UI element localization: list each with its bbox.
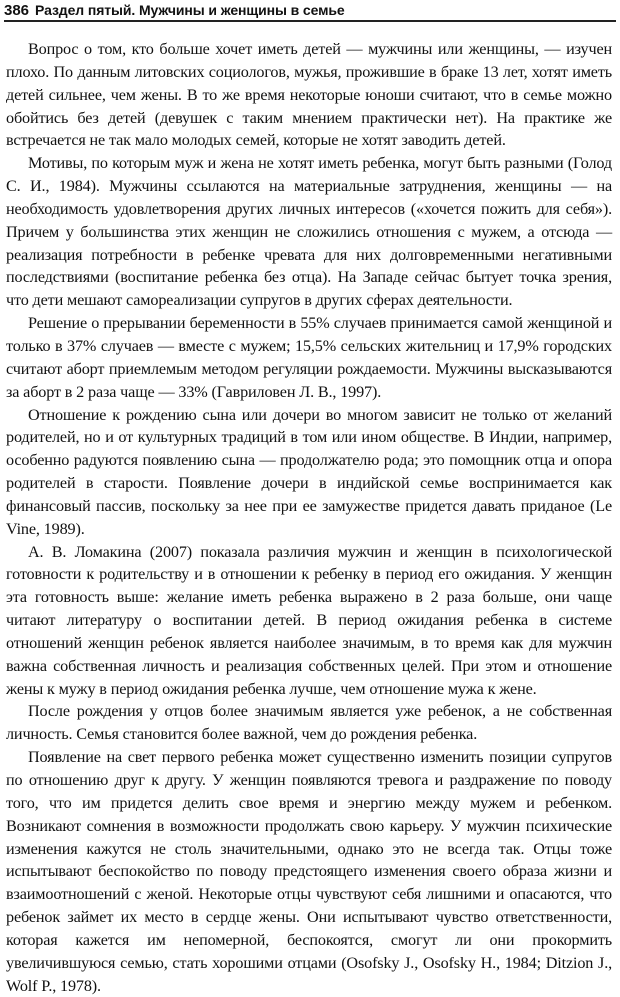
running-title: Раздел пятый. Мужчины и женщины в семье — [35, 2, 345, 18]
paragraph: Мотивы, по которым муж и жена не хотят иметь ребенка, могут быть разными (Голод С. И., 1984). Мужчины ссылаются на материальные затруднения, женщины — на необходимость удовлетворения других личных интересов («хочется пожить для себя»). Причем у большинства этих женщин не сложились отношения с мужем, а отсюда — реализация потребности в ребенке чревата для них долговременными негативными последствиями (воспитание ребенка без отца). На Западе сейчас бытует точка зрения, что дети мешают самореализации супругов в других сферах деятельности. — [6, 154, 612, 310]
paragraph: Отношение к рождению сына или дочери во многом зависит не только от желаний родителей, но и от культурных традиций в том или ином обществе. В Индии, например, особенно радуются появлению сына — продолжателю рода; это помощник отца и опора родителей в старости. Появление дочери в индийской семье воспринимается как финансовый пассив, поскольку за нее при ее замужестве придется давать приданое (Le Vine, 1989). — [6, 405, 612, 538]
paragraph: А. В. Ломакина (2007) показала различия мужчин и женщин в психологической готовности к родительству и в отношении к ребенку в период его ожидания. У женщин эта готовность выше: желание иметь ребенка выражено в 2 раза больше, они чаще читают литературу о воспитании детей. В период ожидания ребенка в системе отношений женщин ребенок является наиболее значимым, в то время как для мужчин важна собственная личность и реализация собственных целей. При этом и отношение жены к мужу в период ожидания ребенка лучше, чем отношение мужа к жене. — [6, 542, 612, 698]
running-header — [4, 0, 616, 22]
paragraph: Появление на свет первого ребенка может существенно изменить позиции супругов по отношению друг к другу. У женщин появляются тревога и раздражение по поводу того, что им придется делить свое время и энергию между мужем и ребенком. Возникают сомнения в возможности продолжать свою карьеру. У мужчин психические изменения кажутся не столь значительными, однако это не всегда так. Отцы тоже испытывают беспокойство по поводу предстоящего изменения своего образа жизни и взаимоотношений с женой. Некоторые отцы чувствуют себя лишними и опасаются, что ребенок займет их место в сердце жены. Они испытывают чувство ответственности, которая кажется им непомерной, беспокоятся, смогут ли они прокормить увеличившуюся семью, стать хорошими отцами (Osofsky J., Osofsky H., 1984; Ditzion J., Wolf P., 1978). — [6, 748, 612, 995]
page-number: 386 — [4, 2, 30, 19]
paragraph: После рождения у отцов более значимым является уже ребенок, а не собственная личность. Семья становится более важной, чем до рождения ребенка. — [6, 702, 612, 744]
body-text — [6, 38, 612, 997]
paragraph: Решение о прерывании беременности в 55% случаев принимается самой женщиной и только в 37% случаев — вместе с мужем; 15,5% сельских жительниц и 17,9% городских считают аборт приемлемым методом регуляции рождаемости. Мужчины высказываются за аборт в 2 раза чаще — 33% (Гавриловен Л. В., 1997). — [6, 314, 612, 401]
paragraph: Вопрос о том, кто больше хочет иметь детей — мужчины или женщины, — изучен плохо. По данным литовских социологов, мужья, прожившие в браке 13 лет, хотят иметь детей сильнее, чем жены. В то же время некоторые юноши считают, что в семье можно обойтись без детей (девушек с таким мнением практически нет). На практике же встречается не так мало молодых семей, которые не хотят заводить детей. — [6, 40, 612, 150]
